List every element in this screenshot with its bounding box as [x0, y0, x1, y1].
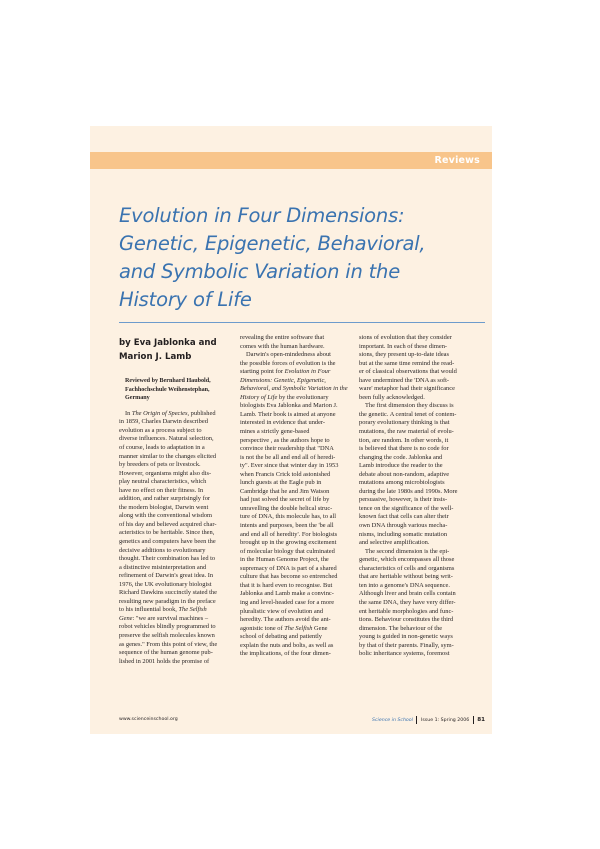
text-line: pluralistic view of evolution and: [240, 607, 324, 615]
text-line: of his day and believed acquired char-: [119, 520, 217, 528]
text-line: robot vehicles blindly programmed to: [119, 623, 216, 631]
text-line: have no effect on their fitness. In: [119, 486, 204, 494]
text-line: debate about non-random, adaptive: [359, 470, 450, 478]
text-line: been fully acknowledged.: [359, 393, 425, 401]
text-line: genetic, which encompasses all those: [359, 556, 455, 564]
text-line: perspective , as the authors hope to: [240, 436, 330, 444]
footer-separator: [416, 716, 417, 724]
text-line: by that of their parents. Finally, sym-: [359, 641, 454, 649]
text-line: but at the same time remind the read-: [359, 359, 455, 367]
text-line: preserve the selfish molecules known: [119, 632, 215, 639]
text-line: In The Origin of Species, published: [125, 409, 216, 417]
text-line: tence on the significance of the well-: [359, 504, 454, 512]
text-line: decisive additions to evolutionary: [119, 546, 206, 554]
book-authors: [119, 336, 227, 364]
text-line: young is guided in non-genetic ways: [359, 633, 453, 641]
text-line: The first dimension they discuss is: [365, 402, 454, 410]
text-line: mutations, the raw material of evolu-: [359, 428, 454, 436]
text-line: of course, leads to adaptation in a: [119, 443, 205, 451]
text-line: ent heritable morphologies and func-: [359, 607, 454, 615]
text-line: acteristics to be heritable. Since then,: [119, 529, 215, 537]
text-line: of molecular biology that culminated: [240, 547, 335, 555]
text-line: er of classical observations that would: [359, 368, 457, 376]
text-line: unravelling the double helical struc-: [240, 504, 333, 512]
text-line: The second dimension is the epi-: [365, 547, 450, 555]
text-line: is believed that there is no code for: [359, 445, 449, 453]
text-line: Behavioral, and Symbolic Variation in the: [240, 385, 348, 393]
authors-line: Marion J. Lamb: [119, 352, 192, 362]
text-line: heredity. The authors avoid the ant-: [240, 616, 331, 624]
text-line: revealing the entire software that: [240, 334, 325, 341]
text-line: persuasive, however, is their insis-: [359, 496, 448, 504]
text-line: interested in evidence that under-: [240, 419, 326, 427]
footer-separator: [473, 716, 474, 724]
text-line: sions, they present up-to-date ideas: [359, 351, 449, 359]
text-line: ing and level-headed case for a more: [240, 598, 335, 606]
text-line: and end all of heredity'. For biologists: [240, 530, 338, 538]
column-1-text: [119, 410, 227, 666]
text-line: lunch guests at the Eagle pub in: [240, 479, 322, 487]
text-line: supremacy of DNA is part of a shared: [240, 564, 337, 572]
footer-issue: Issue 1: Spring 2006: [420, 718, 470, 723]
text-line: sions of evolution that they consider: [359, 334, 452, 341]
text-line: Jablonka and Lamb make a convinc-: [240, 590, 334, 598]
text-line: during the late 1980s and 1990s. More: [359, 487, 458, 495]
text-line: refinement of Darwin's great idea. In: [119, 572, 214, 580]
article-title: [119, 202, 489, 314]
column-2: [240, 334, 350, 659]
text-line: ten into a genome's DNA sequence.: [359, 581, 450, 589]
text-line: 1976, the UK evolutionary biologist: [119, 580, 212, 588]
text-line: However, organisms might also dis-: [119, 469, 212, 477]
text-line: the modern biologist, Darwin went: [119, 503, 209, 511]
text-line: Lamb. Their book is aimed at anyone: [240, 410, 336, 418]
text-line: changing the code. Jablonka and: [359, 453, 443, 461]
title-line: Genetic, Epigenetic, Behavioral,: [119, 232, 426, 255]
text-line: a distinctive misinterpretation and: [119, 563, 207, 571]
text-line: evolution as a process subject to: [119, 426, 202, 434]
title-divider: [119, 322, 485, 323]
reviewer-credit: [119, 377, 227, 403]
text-line: lished in 2001 holds the promise of: [119, 657, 210, 665]
footer-journal: Science in School: [371, 718, 413, 723]
text-line: Gene: "we are survival machines –: [119, 614, 209, 622]
text-line: had just solved the secret of life by: [240, 496, 330, 504]
text-line: porary evolutionary thinking is that: [359, 419, 450, 427]
text-line: Dimensions: Genetic, Epigenetic,: [240, 376, 326, 384]
text-line: brought up in the growing excitement: [240, 539, 337, 547]
text-line: genetics and computers have been the: [119, 537, 216, 545]
text-line: diverse influences. Natural selection,: [119, 435, 214, 443]
text-line: nisms, including somatic mutation: [359, 530, 448, 538]
text-line: to his influential book, The Selfish: [119, 606, 207, 614]
title-line: Evolution in Four Dimensions:: [119, 204, 405, 227]
text-line: tions. Behaviour constitutes the third: [359, 616, 454, 624]
reviewer-line: Germany: [125, 395, 150, 402]
text-line: resulting new paradigm in the preface: [119, 597, 216, 605]
text-line: biologists Eva Jablonka and Marion J.: [240, 402, 338, 410]
column-3: [359, 334, 471, 659]
text-line: ty". Ever since that winter day in 1953: [240, 462, 339, 470]
text-line: intents and purposes, been the 'be all: [240, 522, 334, 530]
text-line: tion, are random. In other words, it: [359, 436, 449, 444]
text-line: by breeders of pets or livestock.: [119, 461, 201, 469]
text-line: is not the be all and end all of heredi-: [240, 453, 336, 461]
text-line: Darwin's open-mindedness about: [246, 351, 331, 359]
reviewer-line: Reviewed by Bernhard Haubold,: [125, 378, 211, 384]
text-line: sequence of the human genome pub-: [119, 649, 213, 657]
text-line: play neutral characteristics, which: [119, 478, 207, 486]
text-line: important. In each of these dimen-: [359, 342, 448, 350]
text-line: Lamb introduce the reader to the: [359, 462, 443, 470]
text-line: the genetic. A central tenet of contem-: [359, 410, 457, 418]
text-line: agonistic tone of The Selfish Gene: [240, 624, 328, 632]
page-footer: [119, 716, 485, 726]
text-line: ture of DNA, this molecule has, to all: [240, 513, 337, 521]
footer-url: www.scienceinschool.org: [119, 717, 178, 722]
text-line: mines a strictly gene-based: [240, 428, 310, 436]
text-line: dimension. The behaviour of the: [359, 624, 443, 632]
text-line: bolic inheritance systems, foremost: [359, 650, 450, 658]
text-line: comes with the human hardware.: [240, 342, 325, 350]
text-line: when Francis Crick told astonished: [240, 470, 331, 478]
text-line: school of debating and patiently: [240, 633, 322, 641]
text-line: History of Life by the evolutionary: [240, 393, 329, 401]
text-line: Although liver and brain cells contain: [359, 590, 456, 598]
section-band: [90, 152, 492, 169]
text-line: convince their readership that "DNA: [240, 445, 334, 453]
text-line: starting point for Evolution in Four: [240, 368, 331, 376]
text-line: culture that has become so entrenched: [240, 573, 338, 581]
text-line: thought. Their combination has led to: [119, 555, 216, 563]
text-line: addition, and rather surprisingly for: [119, 495, 211, 503]
section-label: Reviews: [434, 155, 480, 166]
text-line: Richard Dawkins succinctly stated the: [119, 589, 217, 597]
text-line: mutations among microbiologists: [359, 479, 445, 487]
text-line: and selective amplification.: [359, 539, 430, 547]
page: [90, 126, 492, 734]
text-line: Cambridge that he and Jim Watson: [240, 487, 330, 495]
text-line: own DNA through various mecha-: [359, 522, 448, 530]
text-line: that it is hard even to recognise. But: [240, 581, 333, 589]
text-line: ware' metaphor had their significance: [359, 385, 455, 393]
text-line: in 1859, Charles Darwin described: [119, 418, 208, 426]
text-line: along with the conventional wisdom: [119, 512, 213, 520]
text-line: the possible forces of evolution is the: [240, 359, 336, 367]
text-line: characteristics of cells and organisms: [359, 564, 455, 572]
text-line: have undermined the 'DNA as soft-: [359, 376, 450, 384]
authors-line: by Eva Jablonka and: [119, 338, 217, 348]
title-line: History of Life: [119, 288, 252, 311]
title-line: and Symbolic Variation in the: [119, 260, 401, 283]
reviewer-line: Fachhochschule Weihenstephan,: [125, 386, 210, 393]
text-line: the same DNA, they have very differ-: [359, 598, 456, 606]
text-line: the implications, of the four dimen-: [240, 650, 331, 658]
column-1: [119, 334, 227, 666]
footer-citation: [372, 716, 485, 725]
text-line: that are heritable without being writ-: [359, 573, 453, 581]
text-line: in the Human Genome Project, the: [240, 556, 329, 564]
page-number: 81: [477, 717, 485, 723]
text-line: as genes." From this point of view, the: [119, 640, 218, 648]
text-line: explain the nuts and bolts, as well as: [240, 641, 334, 649]
text-line: manner similar to the changes elicited: [119, 452, 217, 460]
text-line: known fact that cells can alter their: [359, 513, 449, 521]
